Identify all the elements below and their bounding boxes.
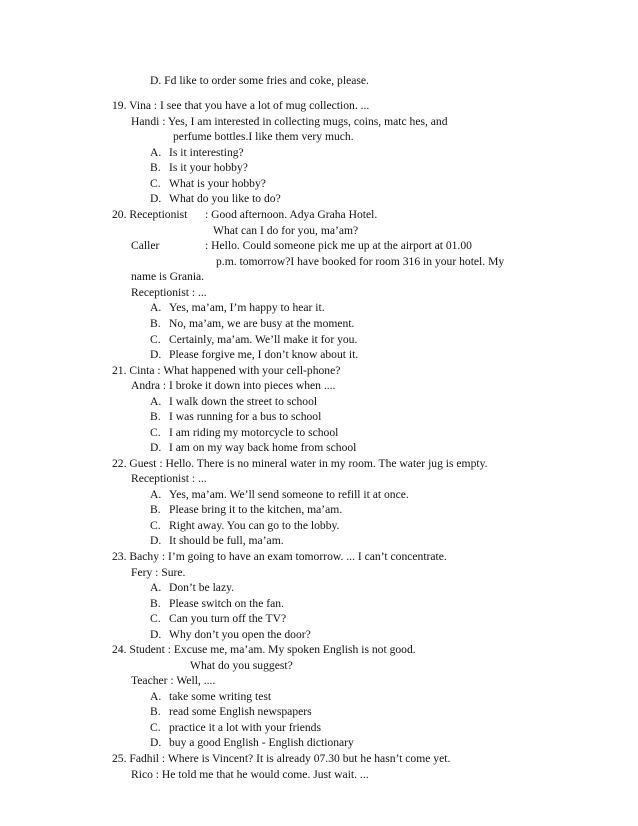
q24-line-1: 24. Student : Excuse me, ma’am. My spoken English is not good. xyxy=(112,643,416,656)
q24-option-c: C. practice it a lot with your friends xyxy=(150,721,321,734)
q19-option-b: B. Is it your hobby? xyxy=(150,161,248,174)
q18-option-d: D. Fd like to order some fries and coke, please. xyxy=(150,74,369,87)
q20-line-6: Receptionist : ... xyxy=(131,286,207,299)
q21-option-c: C. I am riding my motorcycle to school xyxy=(150,426,339,439)
q22-option-b: B. Please bring it to the kitchen, ma’am. xyxy=(150,503,343,516)
q23-line-1: 23. Bachy : I’m going to have an exam tomorrow. ... I can’t concentrate. xyxy=(112,550,447,563)
q25-line-1: 25. Fadhil : Where is Vincent? It is already 07.30 but he hasn’t come yet. xyxy=(112,752,451,765)
q21-option-d: D. I am on my way back home from school xyxy=(150,441,357,454)
q19-line-3: perfume bottles.I like them very much. xyxy=(173,130,354,143)
q24-line-2: What do you suggest? xyxy=(190,659,293,672)
q22-option-d: D. It should be full, ma’am. xyxy=(150,534,284,547)
q23-option-b: B. Please switch on the fan. xyxy=(150,597,284,610)
q19-option-c: C. What is your hobby? xyxy=(150,177,266,190)
q23-line-2: Fery : Sure. xyxy=(131,566,186,579)
q22-option-a: A. Yes, ma’am. We’ll send someone to refill it at once. xyxy=(150,488,409,501)
q22-line-1: 22. Guest : Hello. There is no mineral water in my room. The water jug is empty. xyxy=(112,457,488,470)
q23-option-a: A. Don’t be lazy. xyxy=(150,581,235,594)
q20-option-d: D. Please forgive me, I don’t know about it. xyxy=(150,348,359,361)
q20-option-a: A. Yes, ma’am, I’m happy to hear it. xyxy=(150,301,325,314)
q20-line-1: : Good afternoon. Adya Graha Hotel. xyxy=(205,208,378,221)
q24-option-b: B. read some English newspapers xyxy=(150,705,312,718)
q19-line-2: Handi : Yes, I am interested in collecting mugs, coins, matc hes, and xyxy=(131,115,448,128)
q23-option-d: D. Why don’t you open the door? xyxy=(150,628,311,641)
q22-option-c: C. Right away. You can go to the lobby. xyxy=(150,519,340,532)
q19-option-d: D. What do you like to do? xyxy=(150,192,281,205)
q21-line-2: Andra : I broke it down into pieces when .... xyxy=(131,379,336,392)
q20-speaker-caller: Caller xyxy=(131,239,160,252)
q20-line-3: : Hello. Could someone pick me up at the airport at 01.00 xyxy=(205,239,472,252)
q24-option-a: A. take some writing test xyxy=(150,690,272,703)
q25-line-2: Rico : He told me that he would come. Just wait. ... xyxy=(131,768,369,781)
q20-line-5: name is Grania. xyxy=(131,270,205,283)
q19-option-a: A. Is it interesting? xyxy=(150,146,244,159)
q24-line-3: Teacher : Well, .... xyxy=(131,674,216,687)
q21-option-a: A. I walk down the street to school xyxy=(150,395,318,408)
q19-line-1: 19. Vina : I see that you have a lot of mug collection. ... xyxy=(112,99,370,112)
q20-speaker-receptionist: 20. Receptionist xyxy=(112,208,188,221)
q21-line-1: 21. Cinta : What happened with your cell-phone? xyxy=(112,364,341,377)
q20-option-b: B. No, ma’am, we are busy at the moment. xyxy=(150,317,355,330)
q24-option-d: D. buy a good English - English dictionary xyxy=(150,736,354,749)
q20-option-c: C. Certainly, ma’am. We’ll make it for you. xyxy=(150,333,358,346)
q20-line-2: What can I do for you, ma’am? xyxy=(213,224,359,237)
q21-option-b: B. I was running for a bus to school xyxy=(150,410,322,423)
q20-line-4: p.m. tomorrow?I have booked for room 316 in your hotel. My xyxy=(216,255,505,268)
q22-line-2: Receptionist : ... xyxy=(131,472,207,485)
q23-option-c: C. Can you turn off the TV? xyxy=(150,612,287,625)
